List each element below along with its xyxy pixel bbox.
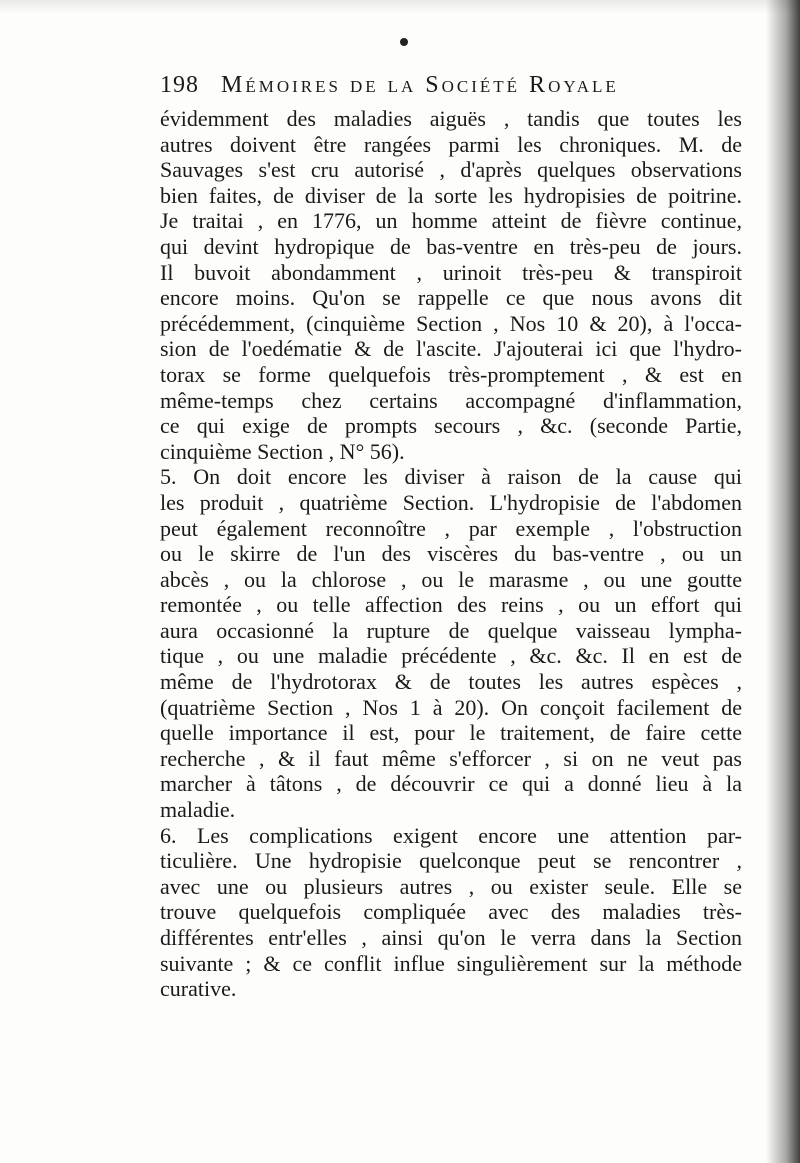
text-line: qui devint hydropique de bas-ventre en très-peu de jours. xyxy=(160,233,742,259)
text-line: curative. xyxy=(160,976,237,1002)
text-line: bien faites, de diviser de la sorte les hydropisies de poitrine. xyxy=(160,182,742,208)
text-line: Il buvoit abondamment , urinoit très-peu & transpiroit xyxy=(160,259,742,285)
text-line: remontée , ou telle affection des reins , ou un effort qui xyxy=(160,592,742,618)
body-text xyxy=(160,106,742,1002)
text-line: maladie. xyxy=(160,797,236,823)
text-line: même-temps chez certains accompagné d'inflammation, xyxy=(160,387,742,413)
text-line: abcès , ou la chlorose , ou le marasme , ou une goutte xyxy=(160,566,742,592)
page-number: 198 xyxy=(160,72,199,98)
text-line: quelle importance il est, pour le traitement, de faire cette xyxy=(160,720,742,746)
page-top-shadow xyxy=(0,0,800,14)
text-line: ou le skirre de l'un des viscères du bas-ventre , ou un xyxy=(160,541,742,567)
text-line: tique , ou une maladie précédente , &c. &c. Il en est de xyxy=(160,643,742,669)
page-header xyxy=(160,72,740,102)
text-line: aura occasionné la rupture de quelque vaisseau lympha- xyxy=(160,617,742,643)
text-line: (quatrième Section , Nos 1 à 20). On conçoit facilement de xyxy=(160,694,742,720)
text-line: ticulière. Une hydropisie quelconque peut se rencontrer , xyxy=(160,848,742,874)
text-line: ce qui exige de prompts secours , &c. (seconde Partie, xyxy=(160,413,742,439)
text-line: 6. Les complications exigent encore une attention par- xyxy=(160,822,742,848)
text-line: même de l'hydrotorax & de toutes les autres espèces , xyxy=(160,669,742,695)
text-line: marcher à tâtons , de découvrir ce qui a donné lieu à la xyxy=(160,771,742,797)
text-line: torax se forme quelquefois très-promptement , & est en xyxy=(160,361,742,387)
text-line: précédemment, (cinquième Section , Nos 10 & 20), à l'occa- xyxy=(160,310,742,336)
text-line: avec une ou plusieurs autres , ou exister seule. Elle se xyxy=(160,873,742,899)
text-line: les produit , quatrième Section. L'hydropisie de l'abdomen xyxy=(160,489,742,515)
text-line: 5. On doit encore les diviser à raison de la cause qui xyxy=(160,464,742,490)
text-line: Je traitai , en 1776, un homme atteint de fièvre continue, xyxy=(160,208,742,234)
text-line: recherche , & il faut même s'efforcer , si on ne veut pas xyxy=(160,745,742,771)
text-line: autres doivent être rangées parmi les chroniques. M. de xyxy=(160,131,742,157)
ornament-dot xyxy=(400,38,408,46)
text-line: sion de l'oedématie & de l'ascite. J'ajouterai ici que l'hydro- xyxy=(160,336,742,362)
text-line: suivante ; & ce conflit influe singulièrement sur la méthode xyxy=(160,950,742,976)
text-line: peut également reconnoître , par exemple , l'obstruction xyxy=(160,515,742,541)
text-line: différentes entr'elles , ainsi qu'on le verra dans la Section xyxy=(160,925,742,950)
text-line: Sauvages s'est cru autorisé , d'après quelques observations xyxy=(160,157,742,183)
page-gutter-shadow xyxy=(766,0,800,1163)
text-line: encore moins. Qu'on se rappelle ce que nous avons dit xyxy=(160,285,742,311)
running-head: Mémoires de la Société Royale xyxy=(221,72,619,98)
text-line: cinquième Section , N° 56). xyxy=(160,438,405,464)
text-line: évidemment des maladies aiguës , tandis que toutes les xyxy=(160,106,742,131)
text-line: trouve quelquefois compliquée avec des maladies très- xyxy=(160,899,742,925)
